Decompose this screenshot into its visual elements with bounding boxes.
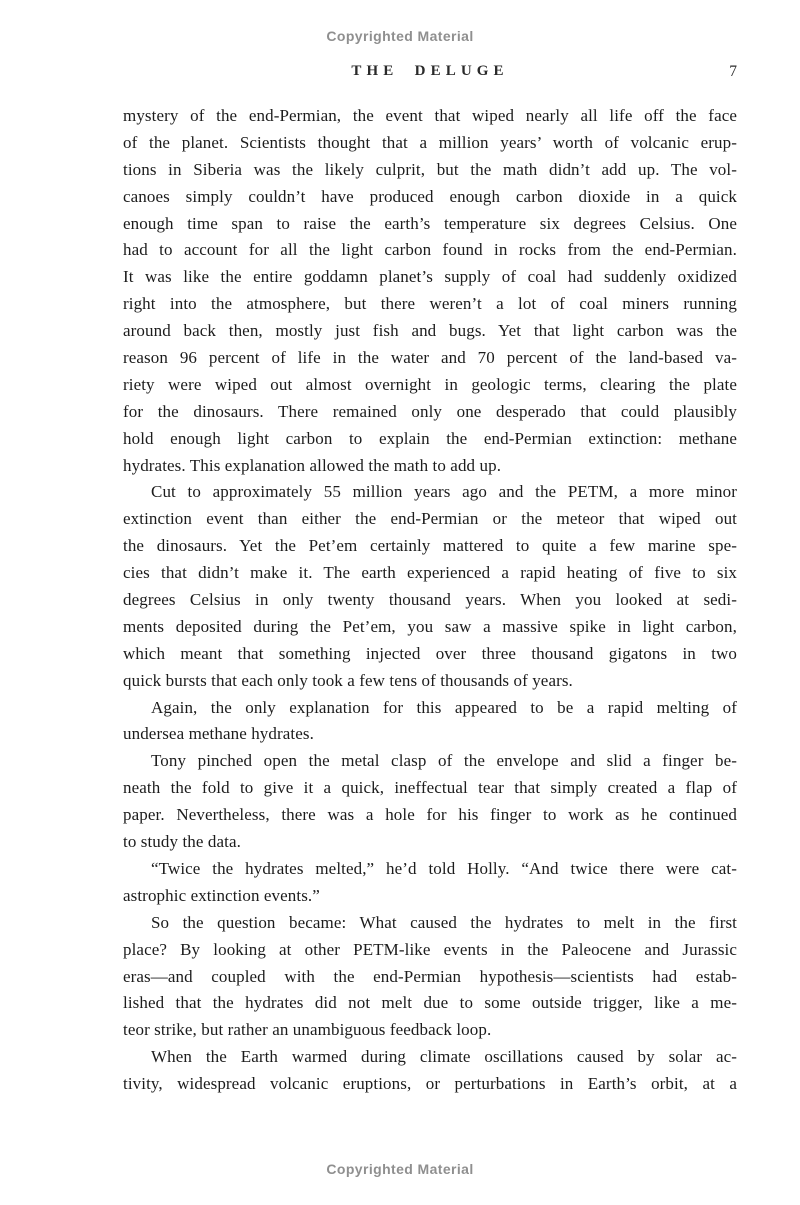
text-line: Cut to approximately 55 million years ago and the PETM, a more minor <box>151 482 737 502</box>
text-line: enough time span to raise the earth’s temperature six degrees Celsius. One <box>123 213 737 233</box>
text-line: riety were wiped out almost overnight in geologic terms, clearing the plate <box>123 374 737 394</box>
text-line: the dinosaurs. Yet the Pet’em certainly mattered to quite a few marine spe- <box>123 536 737 556</box>
text-line: canoes simply couldn’t have produced enough carbon dioxide in a quick <box>123 186 737 206</box>
text-line: Tony pinched open the metal clasp of the envelope and slid a finger be- <box>151 751 737 771</box>
text-line: It was like the entire goddamn planet’s supply of coal had suddenly oxidized <box>123 267 737 287</box>
page-number: 7 <box>729 63 737 80</box>
running-title: THE DELUGE <box>351 63 509 79</box>
text-line: undersea methane hydrates. <box>123 724 314 744</box>
text-line: teor strike, but rather an unambiguous feedback loop. <box>123 1020 492 1040</box>
text-line: right into the atmosphere, but there weren’t a lot of coal miners running <box>123 294 737 314</box>
body-text <box>123 103 737 1098</box>
text-line: astrophic extinction events.” <box>123 885 320 905</box>
text-line: to study the data. <box>123 832 241 852</box>
text-line: neath the fold to give it a quick, ineffectual tear that simply created a flap of <box>123 778 737 798</box>
text-line: tions in Siberia was the likely culprit, but the math didn’t add up. The vol- <box>123 159 737 179</box>
text-line: hydrates. This explanation allowed the math to add up. <box>123 455 502 475</box>
text-line: had to account for all the light carbon found in rocks from the end-Permian. <box>123 240 737 260</box>
text-line: When the Earth warmed during climate oscillations caused by solar ac- <box>151 1047 737 1067</box>
text-line: of the planet. Scientists thought that a million years’ worth of volcanic erup- <box>123 132 737 152</box>
text-line: So the question became: What caused the hydrates to melt in the first <box>151 912 737 932</box>
text-line: “Twice the hydrates melted,” he’d told Holly. “And twice there were cat- <box>151 858 737 878</box>
running-header <box>123 63 737 83</box>
copyright-notice-top: Copyrighted Material <box>326 28 474 44</box>
text-line: place? By looking at other PETM-like events in the Paleocene and Jurassic <box>123 939 737 959</box>
text-line: quick bursts that each only took a few tens of thousands of years. <box>123 670 573 690</box>
text-line: around back then, mostly just fish and bugs. Yet that light carbon was the <box>123 321 737 341</box>
text-line: Again, the only explanation for this appeared to be a rapid melting of <box>151 697 737 717</box>
copyright-notice-bottom: Copyrighted Material <box>326 1161 474 1177</box>
text-line: cies that didn’t make it. The earth experienced a rapid heating of five to six <box>123 563 737 583</box>
text-line: reason 96 percent of life in the water and 70 percent of the land-based va- <box>123 348 737 368</box>
text-line: degrees Celsius in only twenty thousand years. When you looked at sedi- <box>123 590 737 610</box>
text-line: hold enough light carbon to explain the end-Permian extinction: methane <box>123 428 737 448</box>
text-line: lished that the hydrates did not melt due to some outside trigger, like a me- <box>123 993 737 1013</box>
text-line: for the dinosaurs. There remained only one desperado that could plausibly <box>123 401 737 421</box>
text-line: which meant that something injected over three thousand gigatons in two <box>123 643 737 663</box>
text-line: ments deposited during the Pet’em, you saw a massive spike in light carbon, <box>123 616 737 636</box>
text-line: extinction event than either the end-Permian or the meteor that wiped out <box>123 509 737 529</box>
text-line: paper. Nevertheless, there was a hole for his finger to work as he continued <box>123 805 737 825</box>
text-line: mystery of the end-Permian, the event that wiped nearly all life off the face <box>123 106 737 125</box>
text-line: eras—and coupled with the end-Permian hypothesis—scientists had estab- <box>123 966 737 986</box>
text-line: tivity, widespread volcanic eruptions, or perturbations in Earth’s orbit, at a <box>123 1074 737 1094</box>
